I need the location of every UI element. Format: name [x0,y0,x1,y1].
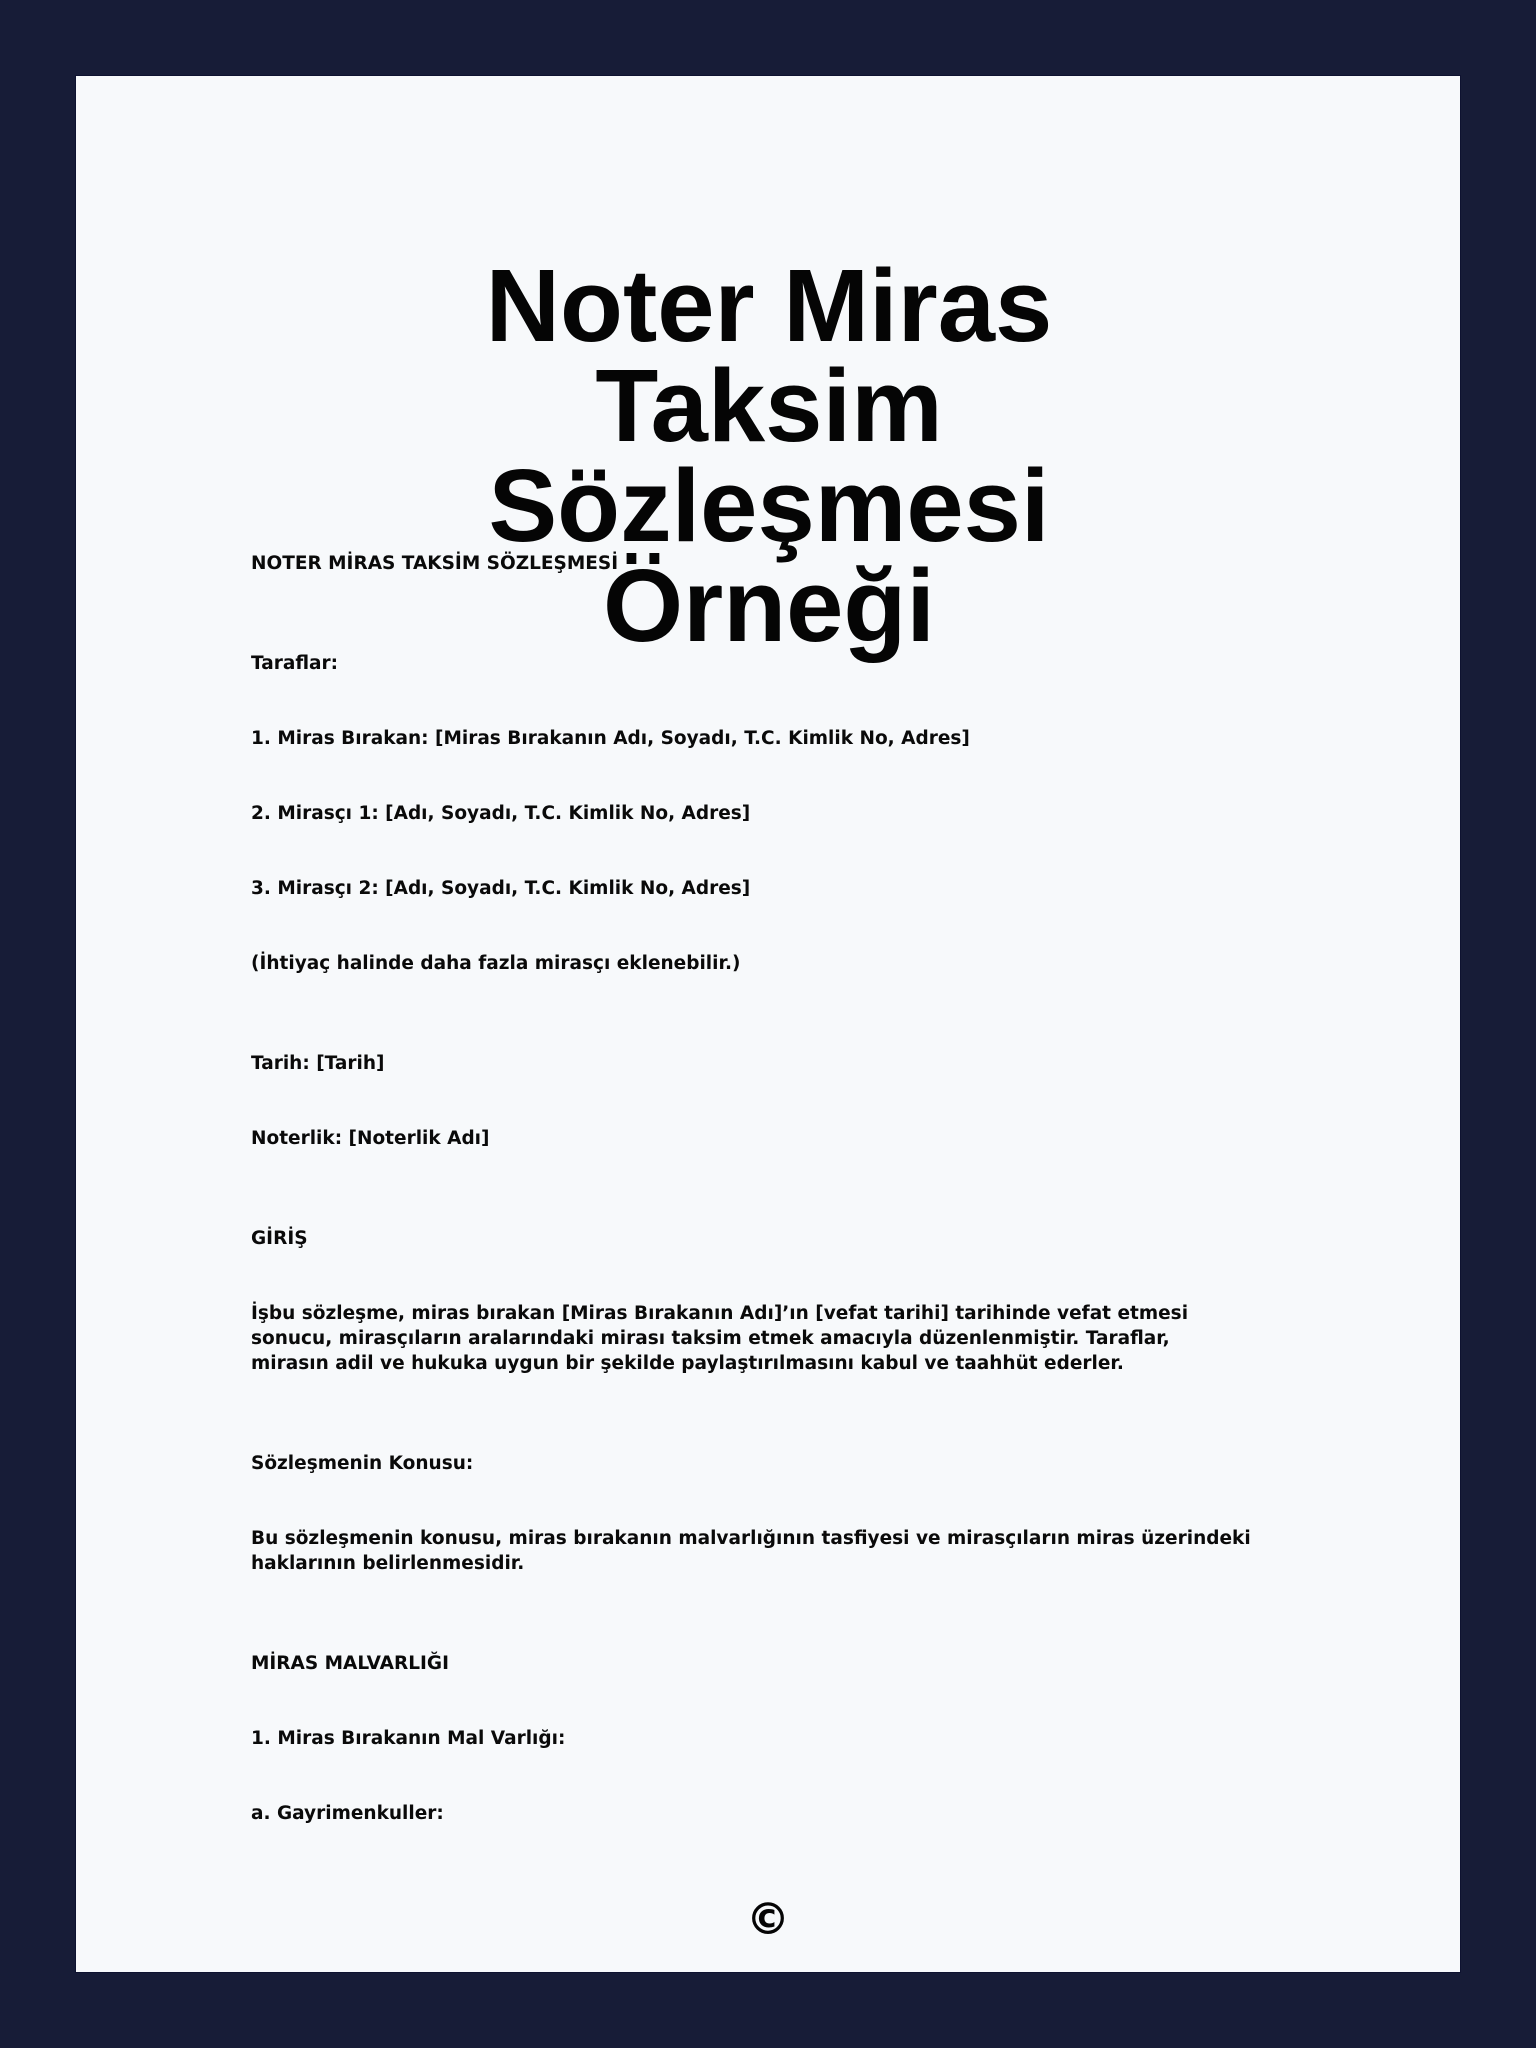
introduction-heading: GİRİŞ [251,1228,308,1249]
real-estate-heading: a. Gayrimenkuller: [251,1803,444,1824]
estate-assets-heading: 1. Miras Bırakanın Mal Varlığı: [251,1728,566,1749]
introduction-paragraph: İşbu sözleşme, miras bırakan [Miras Bırakanın Adı]’ın [vefat tarihi] tarihinde vefat etmesi sonucu, mirasçıların aralarındaki mirası taksim etmek amacıyla düzenlenmiştir. Taraflar, mirasın adil ve hukuka uygun bir şekilde paylaştırılmasını kabul ve taahhüt ederler. [251,1303,1189,1374]
copyright-icon: © [746,1894,790,1945]
party-heir-2: 3. Mirasçı 2: [Adı, Soyadı, T.C. Kimlik No, Adres] [251,878,751,899]
contract-heading: NOTER MİRAS TAKSİM SÖZLEŞMESİ [251,553,619,574]
document-title: Noter Miras Taksim Sözleşmesi Örneği [485,248,1053,663]
party-testator: 1. Miras Bırakan: [Miras Bırakanın Adı, Soyadı, T.C. Kimlik No, Adres] [251,728,970,749]
additional-heirs-note: (İhtiyaç halinde daha fazla mirasçı eklenebilir.) [251,953,741,974]
subject-paragraph: Bu sözleşmenin konusu, miras bırakanın malvarlığının tasfiyesi ve mirasçıların miras üzerindeki haklarının belirlenmesidir. [251,1528,1251,1574]
subject-heading: Sözleşmenin Konusu: [251,1453,474,1474]
date-line: Tarih: [Tarih] [251,1053,385,1074]
estate-heading: MİRAS MALVARLIĞI [251,1653,449,1674]
document-page [75,75,1461,1973]
notary-line: Noterlik: [Noterlik Adı] [251,1128,490,1149]
party-heir-1: 2. Mirasçı 1: [Adı, Soyadı, T.C. Kimlik No, Adres] [251,803,751,824]
parties-label: Taraflar: [251,653,339,674]
